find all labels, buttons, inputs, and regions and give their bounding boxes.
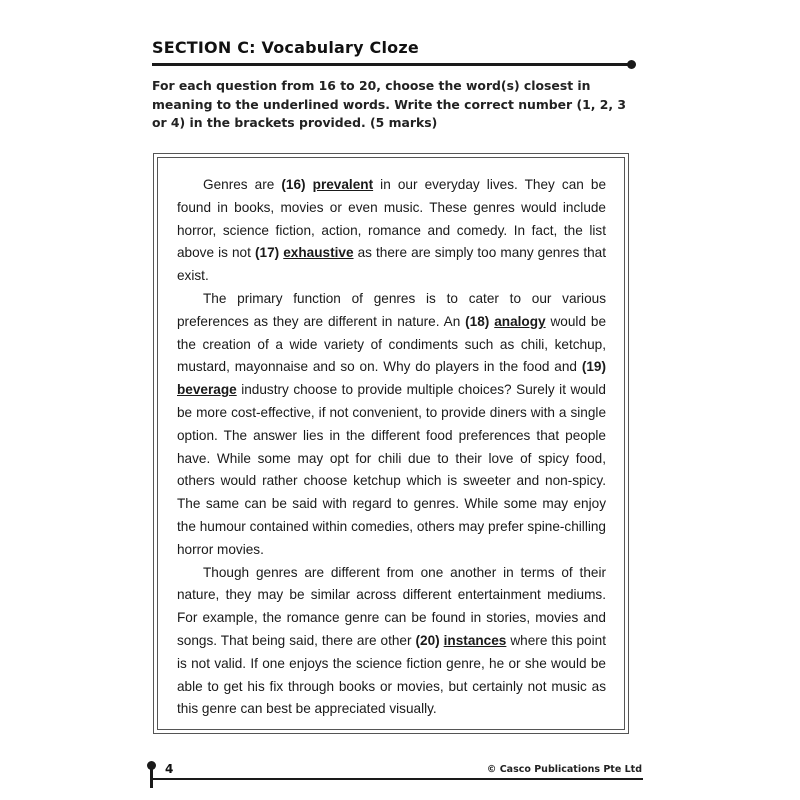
- text: as there are simply too many genres that exist.: [177, 245, 606, 284]
- header-rule-dot: [627, 60, 636, 69]
- section-header: [152, 38, 638, 58]
- paragraph-1: [177, 174, 606, 288]
- text: The primary function of genres is to cater to our various preferences as they are different in nature. An: [177, 290, 606, 329]
- text: Though genres are different from one another in terms of their nature, they may be similar across different entertainment mediums. For example, the romance genre can be found in stories, movies and songs. That being said, there are other: [177, 564, 606, 648]
- instructions: For each question from 16 to 20, choose the word(s) closest in meaning to the underlined words. Write the correct number (1, 2, 3 or 4) in the brackets provided. (5 marks): [152, 78, 627, 130]
- text: would be the creation of a wide variety of condiments such as chili, ketchup, mustard, mayonnaise and so on. Why do players in the food and: [177, 313, 606, 375]
- page-number: 4: [165, 762, 174, 776]
- passage: [177, 174, 606, 721]
- underlined-word-19: beverage: [177, 382, 237, 398]
- paragraph-2: [177, 288, 606, 562]
- question-number-20: (20): [415, 632, 440, 648]
- copyright-notice: © Casco Publications Pte Ltd: [486, 764, 642, 775]
- paragraph-3: [177, 562, 606, 722]
- question-number-18: (18): [465, 313, 490, 329]
- question-number-16: (16): [281, 177, 306, 192]
- section-title: SECTION C: Vocabulary Cloze: [152, 38, 419, 57]
- footer-rule-stem: [150, 766, 153, 788]
- header-rule: [152, 63, 628, 66]
- text: where this point is not valid. If one enjoys the science fiction genre, he or she would be able to get his fix through books or movies, but certainly not music as this genre can best be appreciated visually.: [177, 632, 606, 717]
- footer-rule: [150, 778, 643, 780]
- text: in our everyday lives. They can be found in books, movies or even music. These genres would include horror, science fiction, action, romance and comedy. In fact, the list above is not: [177, 177, 607, 261]
- text: Genres are: [203, 177, 282, 192]
- underlined-word-20: instances: [443, 632, 507, 648]
- underlined-word-17: exhaustive: [283, 245, 354, 261]
- question-number-17: (17): [254, 245, 280, 261]
- underlined-word-16: prevalent: [312, 177, 374, 192]
- text: industry choose to provide multiple choices? Surely it would be more cost-effective, if not convenient, to provide diners with a single option. The answer lies in the different food preferences that people have. While some may opt for chili due to their love of spicy food, others would rather choose ketchup which is sweeter and non-spicy. The same can be said with regard to genres. While some may enjoy the humour contained within comedies, others may prefer spine-chilling horror movies.: [177, 382, 606, 557]
- underlined-word-18: analogy: [494, 313, 546, 329]
- question-number-19: (19): [581, 359, 606, 375]
